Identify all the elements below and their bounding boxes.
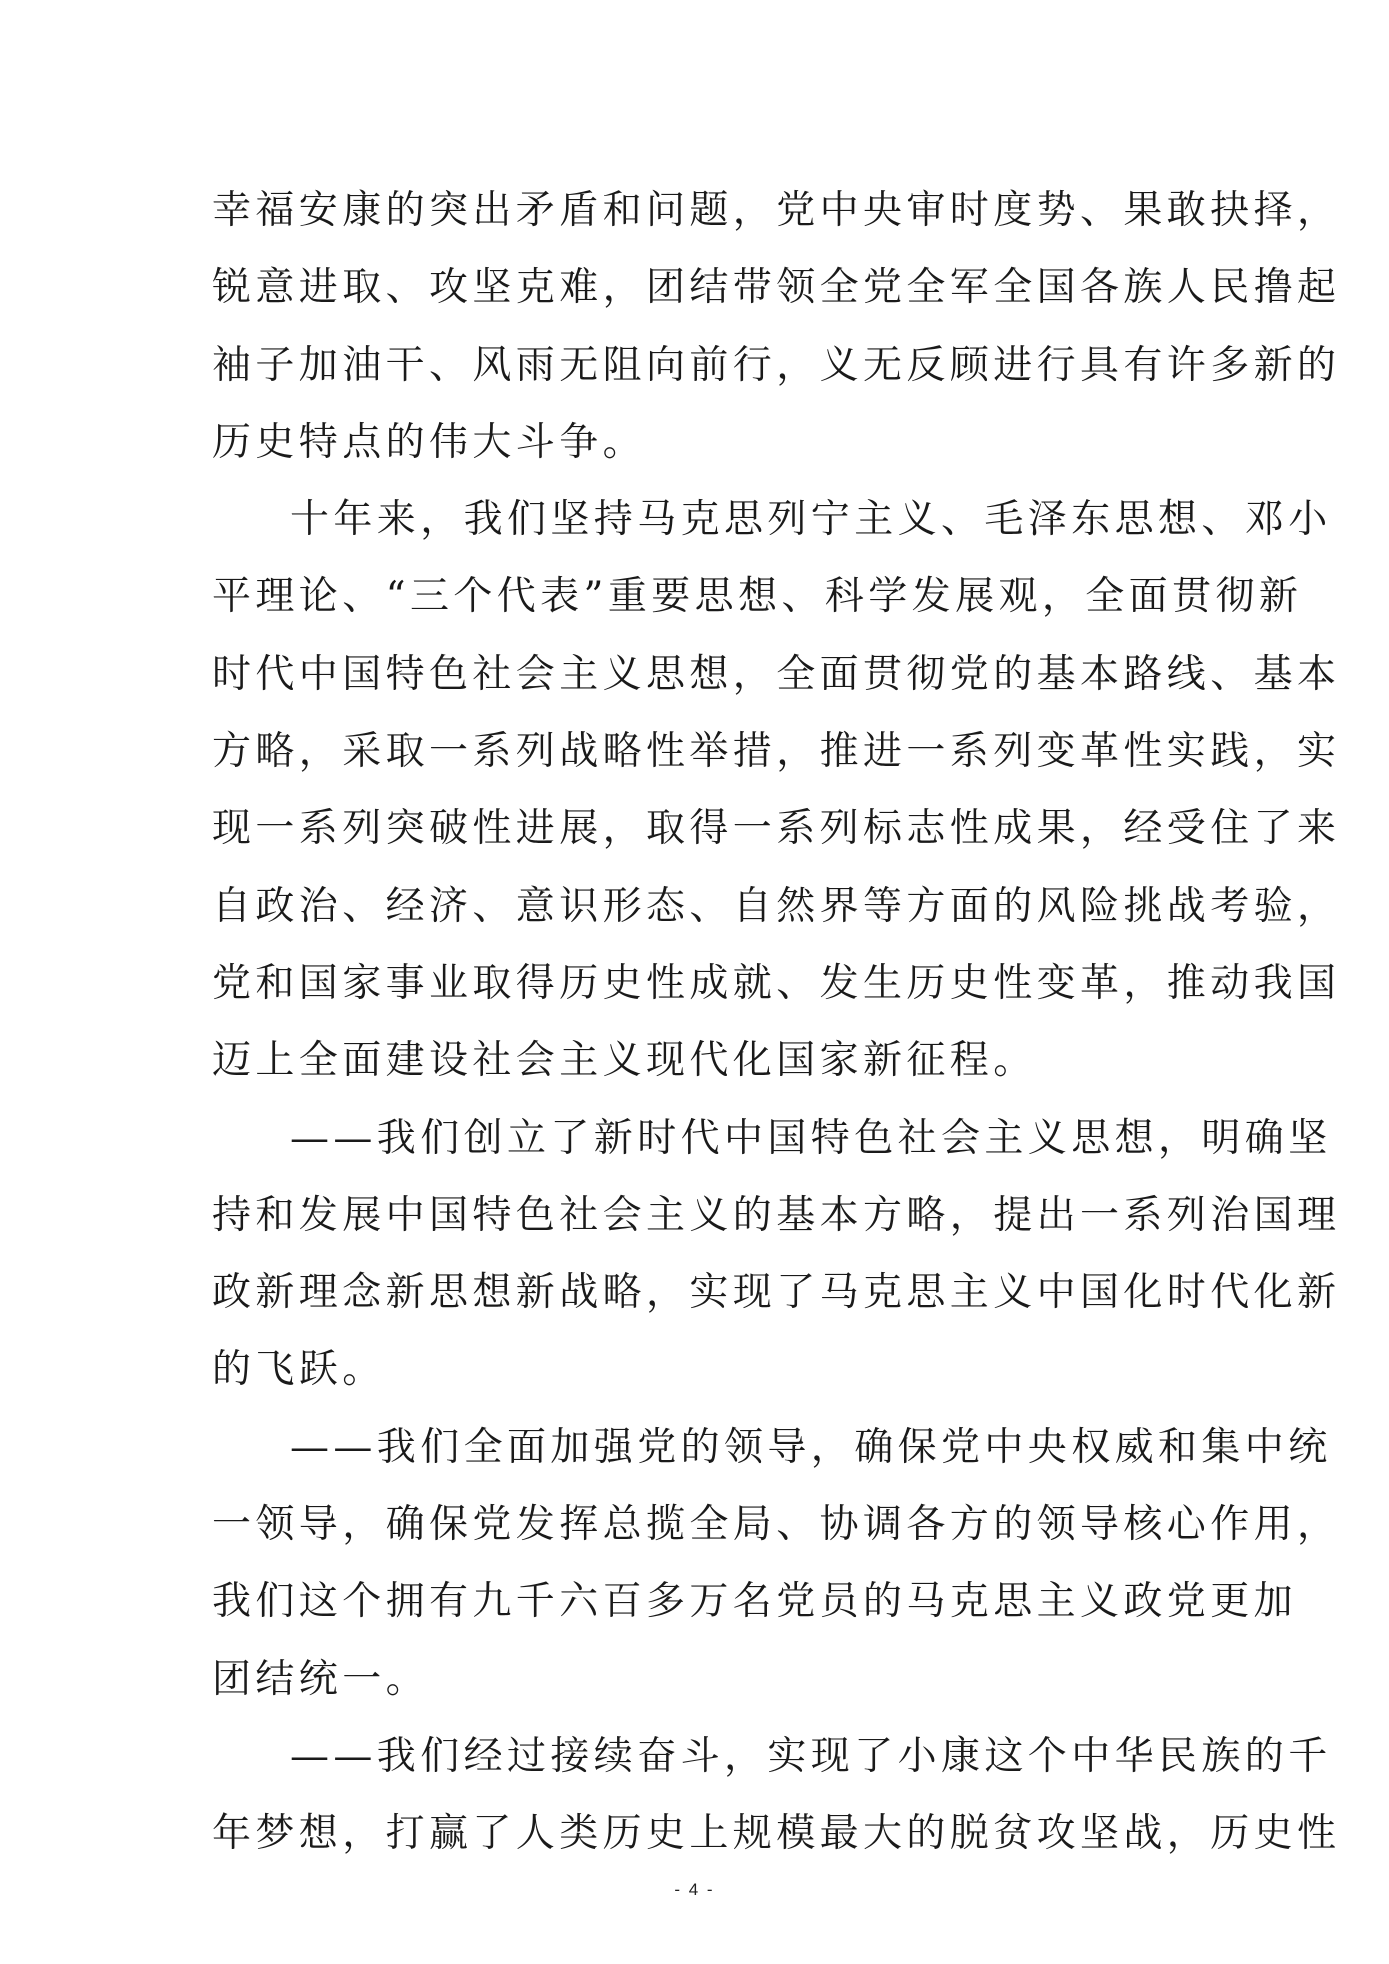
text-line: ——我们全面加强党的领导，确保党中央权威和集中统 <box>290 1424 1332 1470</box>
text-line: 方略，采取一系列战略性举措，推进一系列变革性实践，实 <box>212 729 1341 775</box>
paragraph-4 <box>212 1409 1341 1718</box>
paragraph-2 <box>212 481 1341 1099</box>
text-line: 平理论、“三个代表”重要思想、科学发展观，全面贯彻新 <box>212 574 1303 620</box>
text-line: 幸福安康的突出矛盾和问题，党中央审时度势、果敢抉择， <box>212 188 1341 233</box>
text-line: 团结统一。 <box>212 1656 430 1702</box>
text-line: 迈上全面建设社会主义现代化国家新征程。 <box>212 1038 1037 1084</box>
text-line: ——我们创立了新时代中国特色社会主义思想，明确坚 <box>290 1115 1332 1161</box>
text-line: 十年来，我们坚持马克思列宁主义、毛泽东思想、邓小 <box>290 497 1332 543</box>
text-line: ——我们经过接续奋斗，实现了小康这个中华民族的千 <box>290 1733 1332 1779</box>
text-line: 持和发展中国特色社会主义的基本方略，提出一系列治国理 <box>212 1192 1341 1238</box>
text-line: 我们这个拥有九千六百多万名党员的马克思主义政党更加 <box>212 1579 1298 1625</box>
text-line: 自政治、经济、意识形态、自然界等方面的风险挑战考验， <box>212 883 1341 929</box>
page-number: - 4 - <box>674 1880 715 1899</box>
text-line: 年梦想，打赢了人类历史上规模最大的脱贫攻坚战，历史性 <box>212 1811 1341 1857</box>
paragraph-1 <box>212 172 1341 481</box>
text-line: 一领导，确保党发挥总揽全局、协调各方的领导核心作用， <box>212 1502 1341 1548</box>
text-line: 的飞跃。 <box>212 1347 386 1393</box>
text-line: 现一系列突破性进展，取得一系列标志性成果，经受住了来 <box>212 806 1341 852</box>
text-line: 历史特点的伟大斗争。 <box>212 419 647 465</box>
paragraph-3 <box>212 1100 1341 1409</box>
paragraph-5 <box>212 1718 1341 1873</box>
text-line: 时代中国特色社会主义思想，全面贯彻党的基本路线、基本 <box>212 651 1341 697</box>
text-line: 党和国家事业取得历史性成就、发生历史性变革，推动我国 <box>212 960 1341 1006</box>
body-text <box>212 172 1341 1873</box>
text-line: 政新理念新思想新战略，实现了马克思主义中国化时代化新 <box>212 1270 1341 1316</box>
text-line: 袖子加油干、风雨无阻向前行，义无反顾进行具有许多新的 <box>212 342 1341 388</box>
text-line: 锐意进取、攻坚克难，团结带领全党全军全国各族人民撸起 <box>212 265 1341 311</box>
